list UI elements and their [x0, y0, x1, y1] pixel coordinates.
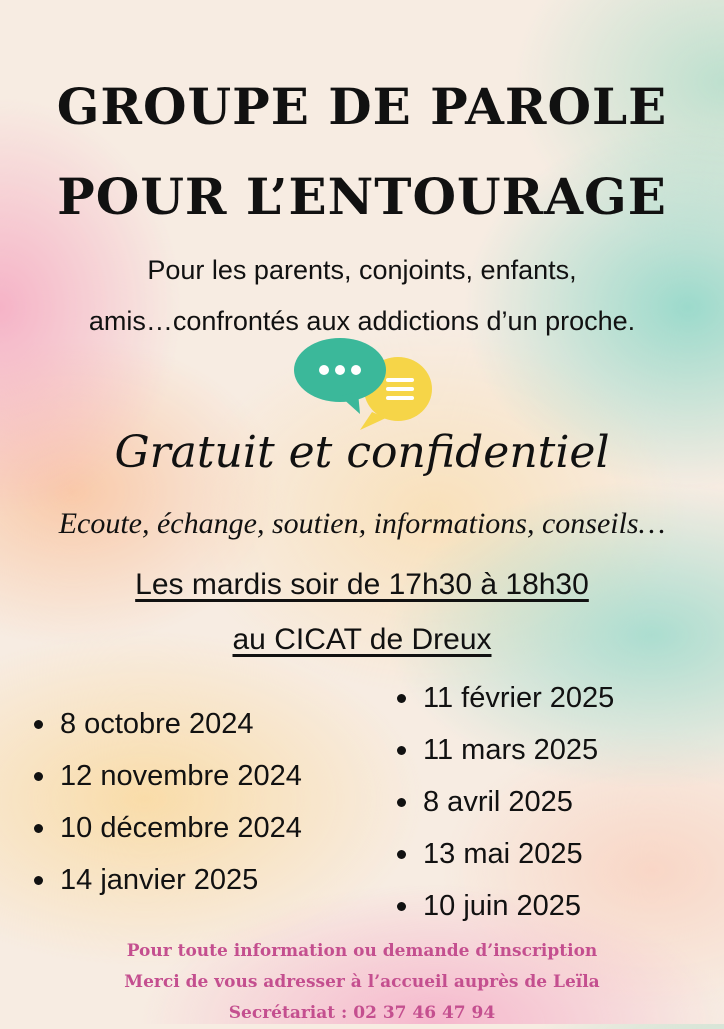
date-item: 11 février 2025 — [393, 672, 614, 724]
date-item: 8 avril 2025 — [393, 776, 614, 828]
services-text: Ecoute, échange, soutien, informations, conseils… — [58, 507, 666, 540]
date-item: 10 décembre 2024 — [30, 802, 302, 854]
title-line-2: POUR L’ENTOURAGE — [57, 167, 667, 226]
date-item: 13 mai 2025 — [393, 828, 614, 880]
footer-phone-line: Secrétariat : 02 37 46 47 94 — [228, 1003, 496, 1023]
subtitle-line-1: Pour les parents, conjoints, enfants, — [147, 255, 577, 285]
footer-contact-line: Merci de vous adresser à l’accueil auprès de Leïla — [124, 972, 600, 992]
date-item: 14 janvier 2025 — [30, 854, 302, 906]
date-item: 12 novembre 2024 — [30, 750, 302, 802]
title-line-1: GROUPE DE PAROLE — [56, 77, 668, 136]
tagline: Gratuit et confidentiel — [114, 427, 610, 478]
location-text: au CICAT de Dreux — [232, 623, 492, 656]
dates-list-right — [393, 672, 614, 932]
date-item: 10 juin 2025 — [393, 880, 614, 932]
date-item: 8 octobre 2024 — [30, 698, 302, 750]
subtitle-line-2: amis…confrontés aux addictions d’un proche. — [88, 306, 636, 336]
footer-info-line: Pour toute information ou demande d’inscription — [126, 941, 598, 961]
date-item: 11 mars 2025 — [393, 724, 614, 776]
schedule-text: Les mardis soir de 17h30 à 18h30 — [135, 568, 589, 601]
dates-list-left — [30, 698, 302, 906]
